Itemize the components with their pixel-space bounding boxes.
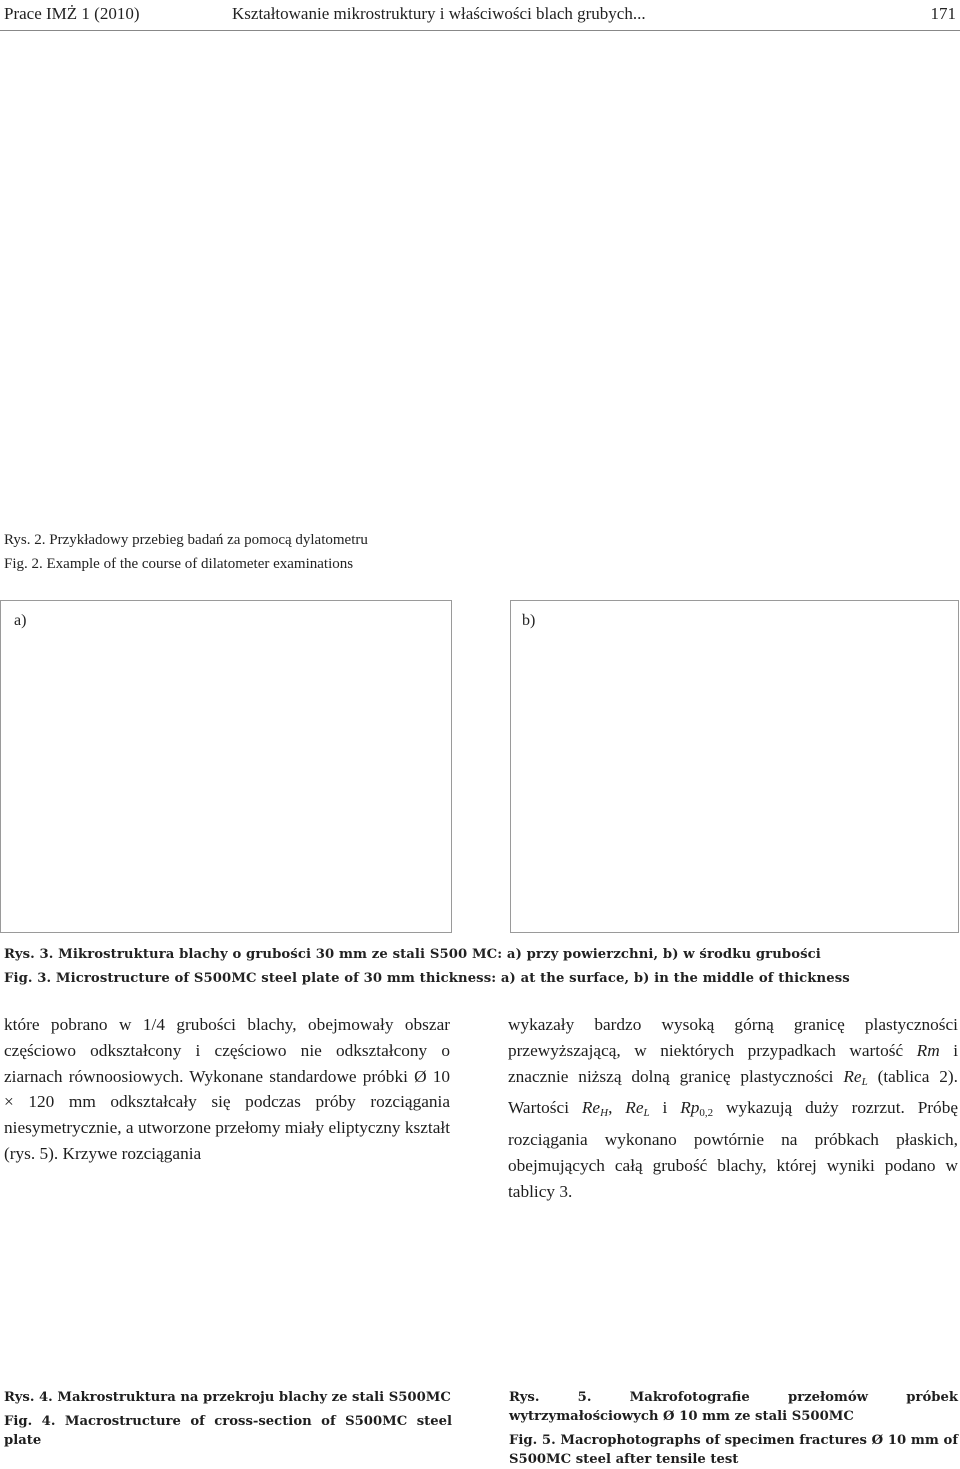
figure-3-label-b: b) — [522, 612, 536, 629]
figure-3-caption-en: Fig. 3. Microstructure of S500MC steel plate of 30 mm thickness: a) at the surface, b) in the middle of thickness — [4, 971, 850, 986]
figure-4-caption-en: Fig. 4. Macrostructure of cross-section of S500MC steel plate — [4, 1414, 452, 1448]
figure-4-caption-pl: Rys. 4. Makrostruktura na przekroju blachy ze stali S500MC — [4, 1390, 451, 1405]
body-left-paragraph: które pobrano w 1/4 grubości blachy, obejmowały obszar częściowo odkształcony i częściowo nie odkształcony o ziarnach równoosiowych. Wykonane standardowe próbki Ø 10 × 120 mm odkształcały się podczas próby rozciągania niesymetrycznie, a utworzone przełomy miały eliptyczny kształt (rys. 5). Krzywe rozciągania — [4, 1015, 450, 1163]
header-rule — [0, 30, 960, 31]
body-right-paragraph: wykazały bardzo wysoką górną granicę plastyczności przewyższającą, w niektórych przypadkach wartość Rm i znacznie niższą dolną granicę plastyczności $Re_L$ (tablica 2). Wartości $Re_H$, $Re_L$ i Rp0,2 wykazują duży rozrzut. Próbę rozciągania wykonano powtórnie na próbkach płaskich, obejmujących całą grubość blachy, której wyniki podano w tablicy 3. — [508, 1015, 959, 1201]
running-title: Kształtowanie mikrostruktury i właściwości blach grubych... — [232, 4, 646, 23]
figure-3-label-a: a) — [14, 612, 27, 629]
page-number: 171 — [930, 4, 956, 23]
figure-2-caption-en: Fig. 2. Example of the course of dilatometer examinations — [4, 556, 354, 572]
figure-3-panel-b — [510, 600, 959, 933]
figure-5-caption-pl: Rys. 5. Makrofotografie przełomów próbek wytrzymałościowych Ø 10 mm ze stali S500MC — [509, 1390, 958, 1424]
body-right-column — [508, 1012, 958, 1205]
figure-2-image-area — [0, 34, 960, 524]
page-header — [0, 0, 960, 30]
body-left-column — [4, 1012, 450, 1167]
figure-5-caption-en: Fig. 5. Macrophotographs of specimen fractures Ø 10 mm of S500MC steel after tensile test — [509, 1433, 958, 1467]
figure-2-caption-pl: Rys. 2. Przykładowy przebieg badań za pomocą dylatometru — [4, 532, 368, 548]
figure-4-caption — [4, 1388, 452, 1450]
figure-3-caption-pl: Rys. 3. Mikrostruktura blachy o grubości 30 mm ze stali S500 MC: a) przy powierzchni, b) w środku grubości — [4, 947, 821, 962]
figure-5-caption — [509, 1388, 958, 1469]
figure-3-panel-a — [0, 600, 452, 933]
journal-name: Prace IMŻ 1 (2010) — [4, 4, 140, 23]
